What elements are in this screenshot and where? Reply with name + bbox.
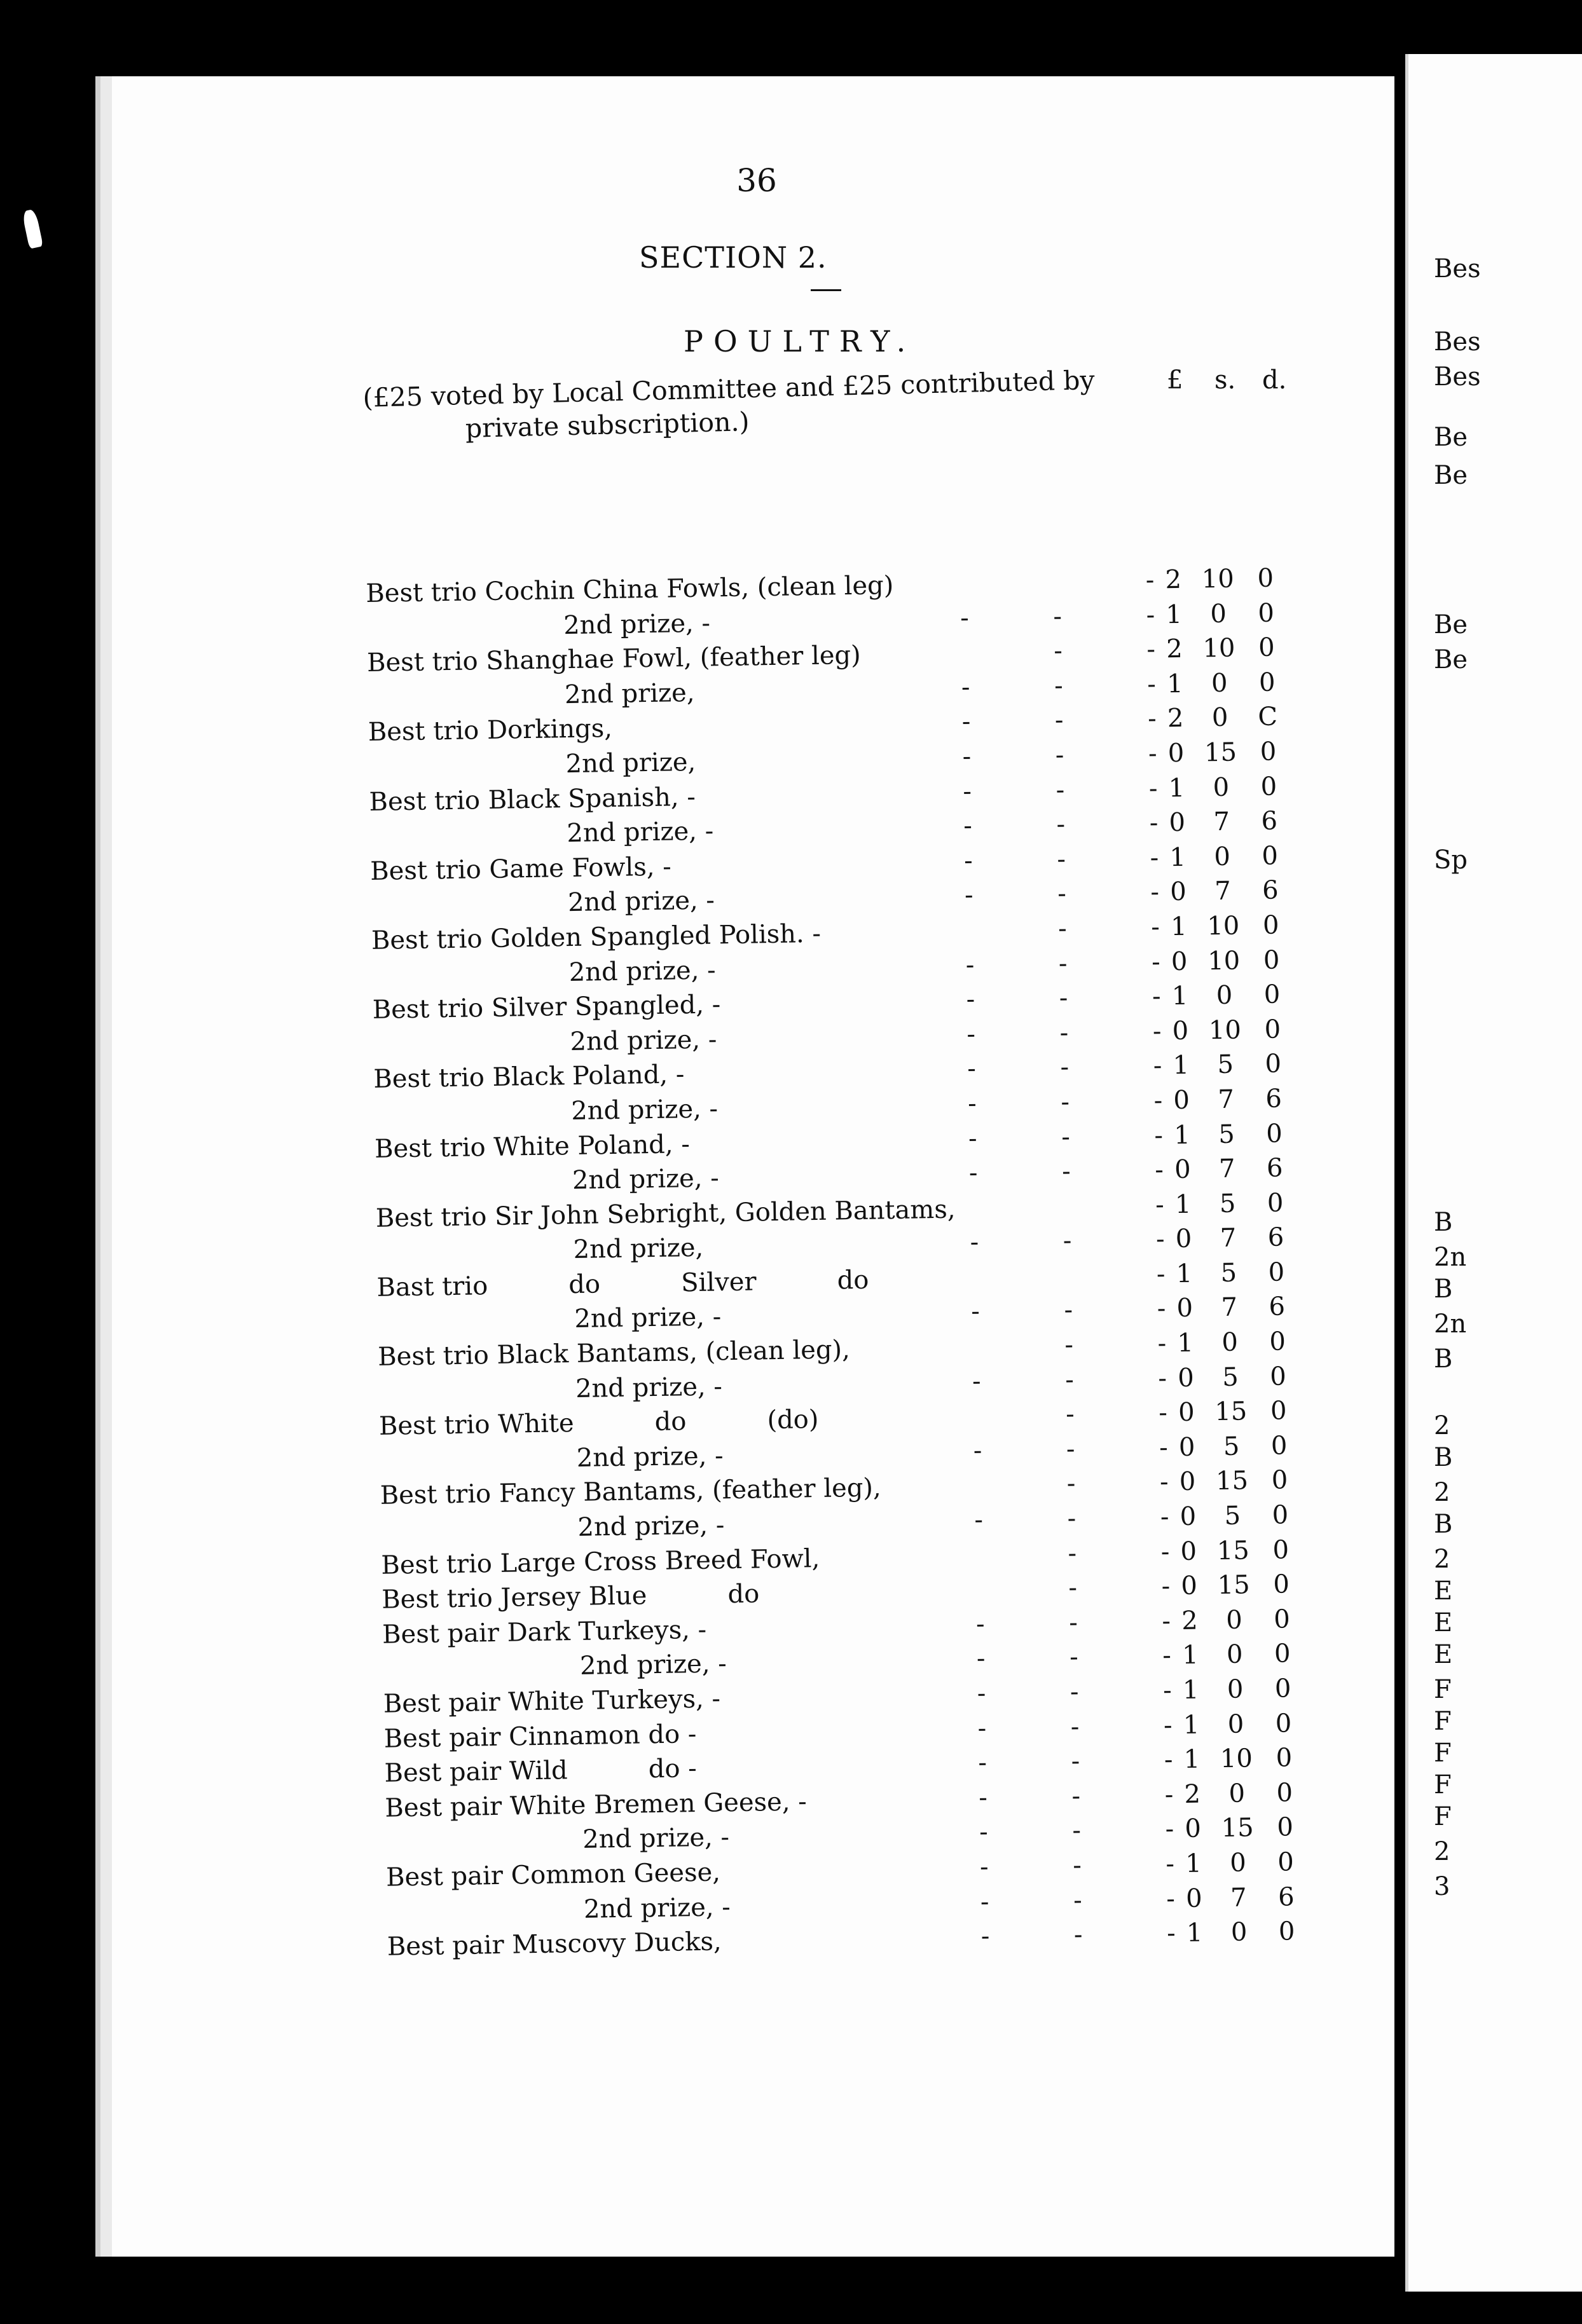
leader-dashes: - - - (966, 1051, 1162, 1084)
amount-shillings: 10 (1207, 911, 1240, 941)
right-page-fragment: 3 (1434, 1872, 1450, 1901)
amount-pence: 0 (1273, 1604, 1291, 1634)
amount-shillings: 7 (1220, 1223, 1237, 1254)
prize-label: Best trio Large Cross Breed Fowl, (381, 1543, 820, 1580)
prize-amount (1167, 1014, 1321, 1046)
amount-shillings: 0 (1221, 1327, 1239, 1358)
prize-label: Best pair Common Geese, (385, 1857, 721, 1892)
prize-amount (1173, 1396, 1326, 1428)
prize-label: Best trio Golden Spangled Polish. - (371, 919, 822, 955)
leader-dashes: - - (1068, 1536, 1170, 1568)
amount-pounds: 0 (1181, 1571, 1198, 1601)
amount-pounds: 0 (1169, 807, 1186, 838)
funding-note-line2: private subscription.) (465, 406, 750, 444)
right-page-fragment: 2 (1434, 1478, 1450, 1507)
amount-pounds: 1 (1185, 1849, 1202, 1878)
right-page-fragment: E (1434, 1608, 1453, 1637)
amount-pence: 0 (1262, 910, 1279, 940)
amount-shillings: 10 (1220, 1744, 1253, 1774)
amount-shillings: 10 (1201, 564, 1235, 594)
leader-dashes: - - - (960, 600, 1155, 632)
right-page-fragment: E (1434, 1576, 1453, 1606)
leader-dashes: - - (1066, 1467, 1169, 1499)
amount-pounds: 2 (1184, 1779, 1201, 1809)
prize-amount (1169, 1118, 1323, 1150)
prize-amount (1181, 1847, 1334, 1878)
prize-label: 2nd prize, - (572, 1163, 720, 1196)
section-title: SECTION 2. (639, 240, 827, 275)
amount-pence: 0 (1275, 1708, 1292, 1739)
amount-pounds: 0 (1174, 1154, 1191, 1185)
amount-pence: C (1258, 702, 1278, 732)
prize-label: Best pair Dark Turkeys, - (382, 1615, 707, 1650)
prize-label: 2nd prize, (565, 747, 696, 779)
leader-dashes: - - - (976, 1641, 1172, 1674)
amount-pounds: 1 (1176, 1259, 1193, 1288)
amount-shillings: 0 (1230, 1917, 1248, 1948)
leader-dashes: - - - (978, 1745, 1173, 1778)
amount-pence: 0 (1277, 1847, 1295, 1877)
prize-amount (1168, 1049, 1321, 1081)
prize-label: 2nd prize, - (576, 1441, 724, 1473)
right-page-fragment: F (1434, 1739, 1452, 1768)
amount-shillings: 0 (1226, 1639, 1243, 1670)
prize-amount (1176, 1569, 1330, 1601)
amount-pounds: 0 (1167, 738, 1185, 769)
amount-pounds: 0 (1179, 1467, 1196, 1497)
amount-pounds: 1 (1182, 1675, 1199, 1705)
prize-label: Best trio Game Fowls, - (369, 852, 672, 886)
right-page-fragment: F (1434, 1802, 1452, 1831)
amount-pounds: 1 (1171, 981, 1188, 1011)
prize-amount (1176, 1535, 1329, 1566)
leader-dashes: - - - (966, 981, 1161, 1015)
prize-label: 2nd prize, - (582, 1822, 730, 1855)
amount-shillings: 15 (1217, 1570, 1250, 1601)
amount-pence: 0 (1262, 841, 1279, 871)
amount-pounds: 0 (1177, 1363, 1195, 1393)
amount-pounds: 1 (1170, 912, 1187, 942)
prize-amount (1160, 563, 1314, 595)
shillings-header: s. (1214, 366, 1236, 395)
right-page-fragment: 2 (1434, 1545, 1450, 1574)
prize-amount (1164, 771, 1317, 803)
prize-label: 2nd prize, - (570, 1094, 719, 1126)
page-number: 36 (736, 162, 777, 199)
prize-amount (1174, 1430, 1327, 1462)
amount-pence: 0 (1273, 1569, 1290, 1599)
amount-pounds: 1 (1173, 1051, 1190, 1081)
leader-dashes: - - - (962, 739, 1157, 772)
funding-note-line1: (£25 voted by Local Committee and £25 contributed by (362, 364, 1096, 413)
right-page-fragment: B (1434, 1208, 1453, 1237)
amount-pounds: 0 (1185, 1883, 1202, 1913)
amount-pounds: 0 (1185, 1814, 1202, 1844)
prize-label: Bast trio do Silver do (376, 1265, 869, 1302)
amount-shillings: 5 (1221, 1362, 1239, 1392)
leader-dashes: - - - (965, 947, 1161, 980)
right-page-fragment: Be (1434, 423, 1468, 452)
prize-label: Best trio Black Bantams, (clean leg), (377, 1335, 851, 1372)
poultry-heading: POULTRY. (684, 324, 916, 359)
right-page-fragment: B (1434, 1275, 1453, 1304)
amount-pounds: 2 (1165, 564, 1182, 595)
prize-amount (1173, 1361, 1326, 1393)
leader-dashes: - - - (963, 808, 1159, 841)
amount-pence: 6 (1262, 875, 1279, 906)
amount-shillings: 7 (1218, 1084, 1235, 1114)
amount-pounds: 0 (1172, 1016, 1189, 1046)
pence-header: d. (1262, 366, 1287, 395)
amount-shillings: 0 (1210, 599, 1227, 629)
amount-pence: 6 (1277, 1882, 1295, 1912)
amount-pence: 0 (1268, 1257, 1285, 1287)
leader-dashes: - - - (979, 1814, 1174, 1847)
prize-amount (1177, 1639, 1330, 1671)
amount-pence: 0 (1265, 1049, 1282, 1079)
prize-label: Best pair Wild do - (384, 1754, 698, 1788)
amount-pence: 6 (1265, 1084, 1283, 1114)
pounds-header: £ (1167, 366, 1183, 395)
leader-dashes: - - - (961, 704, 1157, 737)
amount-pounds: 1 (1166, 669, 1183, 699)
amount-shillings: 5 (1219, 1189, 1236, 1219)
leader-dashes: - - - (978, 1780, 1174, 1812)
prize-label: Best trio White do (do) (378, 1405, 819, 1442)
prize-amount (1166, 910, 1319, 941)
right-page-fragment: Be (1434, 461, 1468, 490)
prize-amount (1173, 1327, 1326, 1358)
amount-shillings: 7 (1221, 1293, 1238, 1323)
amount-shillings: 5 (1224, 1501, 1241, 1531)
right-page-fragment: Bes (1434, 327, 1481, 357)
amount-pounds: 0 (1175, 1224, 1192, 1254)
amount-shillings: 7 (1214, 877, 1232, 906)
amount-pounds: 0 (1178, 1432, 1195, 1462)
amount-shillings: 10 (1208, 1015, 1242, 1045)
leader-dashes: - - - (977, 1676, 1173, 1709)
leader-dashes: - (1145, 565, 1155, 595)
leader-dashes: - - - (963, 774, 1158, 806)
prize-amount (1171, 1257, 1324, 1288)
leader-dashes: - - - (974, 1502, 1169, 1535)
right-page-fragment: E (1434, 1640, 1453, 1669)
leader-dashes: - - (1064, 1329, 1167, 1360)
prize-amount (1179, 1743, 1332, 1775)
prize-amount (1161, 598, 1314, 629)
amount-shillings: 5 (1217, 1049, 1234, 1080)
prize-label: 2nd prize, - (583, 1892, 731, 1924)
prize-amount (1174, 1465, 1328, 1497)
amount-pounds: 0 (1180, 1536, 1197, 1566)
right-page-fragment: 2 (1434, 1411, 1450, 1440)
prize-amount (1178, 1673, 1331, 1705)
prize-label: Best pair White Bremen Geese, - (385, 1787, 808, 1823)
leader-dashes: - - - (961, 669, 1157, 702)
amount-shillings: 5 (1220, 1258, 1237, 1288)
amount-shillings: 5 (1218, 1119, 1235, 1149)
amount-pence: 0 (1274, 1674, 1291, 1704)
amount-pounds: 0 (1180, 1501, 1197, 1532)
right-page-fragment: 2 (1434, 1837, 1450, 1866)
prize-amount (1180, 1777, 1333, 1809)
right-page-fragment: B (1434, 1443, 1453, 1472)
right-page-fragment: 2n (1434, 1309, 1467, 1339)
amount-shillings: 15 (1215, 1466, 1249, 1496)
prize-label: Best trio Black Poland, - (373, 1060, 685, 1095)
amount-shillings: 0 (1227, 1674, 1244, 1704)
leader-dashes: - (1155, 1190, 1165, 1220)
prize-amount (1177, 1604, 1330, 1636)
amount-pence: 0 (1267, 1188, 1284, 1218)
leader-dashes: - - - (968, 1155, 1164, 1188)
leader-dashes: - - - (966, 1016, 1162, 1049)
amount-pounds: 1 (1173, 1120, 1191, 1150)
prize-amount (1162, 702, 1316, 734)
prize-list (366, 559, 1379, 1963)
amount-shillings: 0 (1213, 772, 1230, 802)
amount-shillings: 15 (1216, 1535, 1250, 1566)
right-page-fragment: Be (1434, 610, 1468, 639)
amount-pence: 0 (1272, 1500, 1289, 1530)
prize-amount (1181, 1882, 1334, 1913)
prize-label: 2nd prize, - (567, 885, 715, 918)
leader-dashes: - - - (972, 1364, 1167, 1396)
amount-pence: 0 (1272, 1535, 1290, 1565)
right-page-fragment: Be (1434, 645, 1468, 674)
amount-pounds: 0 (1173, 1085, 1190, 1116)
amount-pounds: 0 (1178, 1397, 1195, 1428)
prize-amount (1172, 1292, 1325, 1323)
amount-shillings: 0 (1216, 980, 1233, 1011)
amount-shillings: 0 (1228, 1779, 1246, 1808)
right-page-fragment: Bes (1434, 362, 1481, 392)
amount-pence: 0 (1269, 1327, 1286, 1357)
prize-label: Best pair White Turkeys, - (383, 1684, 721, 1719)
prize-amount (1162, 667, 1315, 699)
leader-dashes: - - - (970, 1294, 1166, 1327)
right-page-fragment: F (1434, 1675, 1452, 1704)
right-page (1405, 54, 1582, 2292)
amount-pounds: 0 (1176, 1294, 1193, 1323)
prize-label: Best trio Silver Spangled, - (372, 990, 721, 1025)
amount-pence: 0 (1278, 1917, 1295, 1946)
prize-amount (1169, 1153, 1323, 1185)
amount-shillings: 15 (1214, 1397, 1248, 1427)
leader-dashes: - - (1057, 912, 1160, 943)
prize-amount (1178, 1708, 1331, 1740)
amount-pence: 0 (1276, 1778, 1293, 1808)
prize-label: 2nd prize, - (574, 1302, 722, 1334)
amount-pence: 0 (1258, 632, 1276, 663)
amount-pence: 0 (1258, 667, 1276, 697)
prize-label: 2nd prize, - (579, 1649, 727, 1681)
leader-dashes: - - - (980, 1883, 1176, 1917)
amount-pence: 0 (1271, 1465, 1288, 1496)
leader-dashes: - - - (967, 1086, 1163, 1119)
prize-label: 2nd prize, (564, 678, 695, 709)
amount-pounds: 0 (1169, 877, 1187, 907)
right-page-fragment: 2n (1434, 1243, 1467, 1272)
amount-pence: 0 (1265, 1118, 1283, 1149)
amount-shillings: 0 (1211, 668, 1228, 698)
right-page-fragment: Sp (1434, 845, 1468, 875)
amount-pounds: 1 (1181, 1641, 1199, 1671)
right-page-fragment: F (1434, 1707, 1452, 1736)
amount-pounds: 1 (1174, 1189, 1192, 1219)
prize-amount (1163, 737, 1316, 769)
amount-pounds: 1 (1183, 1744, 1200, 1775)
gutter-mark (22, 208, 43, 249)
amount-pence: 0 (1263, 980, 1281, 1010)
prize-amount (1175, 1500, 1328, 1531)
prize-label: Best trio Black Spanish, - (369, 782, 696, 817)
amount-shillings: 10 (1207, 946, 1241, 976)
right-page-fragment: B (1434, 1510, 1453, 1539)
leader-dashes: - - (1053, 634, 1156, 666)
amount-pounds: 2 (1167, 704, 1184, 734)
prize-label: 2nd prize, - (568, 955, 716, 987)
prize-amount (1169, 1083, 1322, 1115)
prize-amount (1162, 632, 1315, 664)
amount-pence: 0 (1260, 772, 1277, 802)
leader-dashes: - - - (980, 1918, 1176, 1951)
amount-pence: 0 (1263, 945, 1280, 975)
amount-pence: 0 (1276, 1743, 1293, 1773)
leader-dashes: - - (1065, 1398, 1168, 1430)
leader-dashes: - - (1068, 1571, 1171, 1603)
prize-label: 2nd prize, - (567, 816, 714, 849)
prize-amount (1166, 945, 1319, 976)
section-rule (811, 289, 841, 291)
amount-shillings: 5 (1223, 1432, 1240, 1461)
right-page-fragment: Bes (1434, 254, 1481, 284)
prize-amount (1180, 1812, 1333, 1844)
amount-pounds: 1 (1166, 599, 1183, 629)
leader-dashes: - - - (964, 877, 1160, 910)
amount-pounds: 2 (1166, 634, 1183, 664)
amount-shillings: 7 (1230, 1883, 1247, 1913)
leader-dashes: - - - (970, 1224, 1165, 1257)
amount-pounds: 1 (1186, 1918, 1203, 1948)
amount-pounds: 1 (1168, 773, 1185, 803)
amount-shillings: 0 (1227, 1709, 1244, 1739)
amount-shillings: 15 (1221, 1813, 1254, 1843)
prize-label: Best pair Cinnamon do - (383, 1719, 697, 1754)
amount-pence: 0 (1257, 563, 1274, 593)
prize-amount (1164, 806, 1317, 838)
leader-dashes: - (1156, 1259, 1166, 1289)
prize-label: 2nd prize, - (563, 608, 711, 640)
amount-pence: 0 (1274, 1639, 1291, 1669)
leader-dashes: - - - (973, 1433, 1169, 1465)
prize-label: Best trio Sir John Sebright, Golden Bantams, (375, 1194, 956, 1233)
amount-pence: 6 (1269, 1292, 1286, 1322)
prize-label: Best trio Fancy Bantams, (feather leg), (380, 1473, 882, 1511)
amount-pounds: 1 (1177, 1328, 1194, 1358)
prize-label: Best trio White Poland, - (374, 1129, 691, 1164)
prize-label: Best trio Jersey Blue do (381, 1579, 760, 1615)
prize-label: Best pair Muscovy Ducks, (387, 1927, 722, 1962)
amount-pence: 0 (1270, 1431, 1288, 1461)
prize-label: Best trio Shanghae Fowl, (feather leg) (366, 640, 862, 678)
amount-shillings: 7 (1218, 1154, 1235, 1184)
amount-shillings: 7 (1213, 807, 1230, 837)
leader-dashes: - - - (963, 843, 1159, 876)
prize-label: Best trio Dorkings, (368, 714, 613, 748)
prize-amount (1170, 1187, 1323, 1219)
amount-pounds: 1 (1169, 842, 1186, 872)
prize-amount (1165, 840, 1318, 872)
prize-label: 2nd prize, (573, 1233, 704, 1265)
amount-pounds: 1 (1183, 1710, 1200, 1740)
amount-pence: 0 (1258, 598, 1275, 628)
amount-pence: 0 (1269, 1362, 1287, 1391)
amount-pounds: 2 (1181, 1606, 1199, 1636)
amount-pounds: 0 (1171, 947, 1188, 976)
leader-dashes: - - - (977, 1710, 1173, 1743)
amount-pence: 0 (1260, 737, 1277, 767)
amount-shillings: 0 (1211, 703, 1228, 733)
prize-label: Best trio Cochin China Fowls, (clean leg) (366, 570, 894, 608)
amount-shillings: 0 (1214, 842, 1231, 871)
amount-shillings: 0 (1229, 1848, 1247, 1878)
amount-pence: 0 (1270, 1396, 1287, 1426)
prize-label: 2nd prize, - (570, 1025, 717, 1056)
prize-amount (1167, 980, 1320, 1011)
amount-pence: 6 (1267, 1222, 1284, 1253)
prize-label: 2nd prize, - (577, 1510, 725, 1542)
right-page-fragment: B (1434, 1344, 1453, 1374)
prize-amount (1171, 1222, 1324, 1254)
prize-amount (1166, 875, 1319, 907)
leader-dashes: - - - (975, 1606, 1171, 1639)
prize-label: 2nd prize, - (575, 1372, 723, 1404)
right-page-fragment: F (1434, 1770, 1452, 1800)
leader-dashes: - - - (968, 1120, 1164, 1153)
prize-amount (1181, 1916, 1335, 1948)
amount-pence: 6 (1261, 806, 1278, 837)
amount-shillings: 10 (1202, 633, 1235, 664)
amount-pence: 0 (1264, 1015, 1281, 1044)
amount-pence: 0 (1277, 1812, 1294, 1843)
amount-shillings: 15 (1204, 737, 1237, 768)
leader-dashes: - - - (979, 1849, 1175, 1882)
amount-shillings: 0 (1225, 1605, 1243, 1635)
amount-pence: 6 (1266, 1153, 1283, 1183)
